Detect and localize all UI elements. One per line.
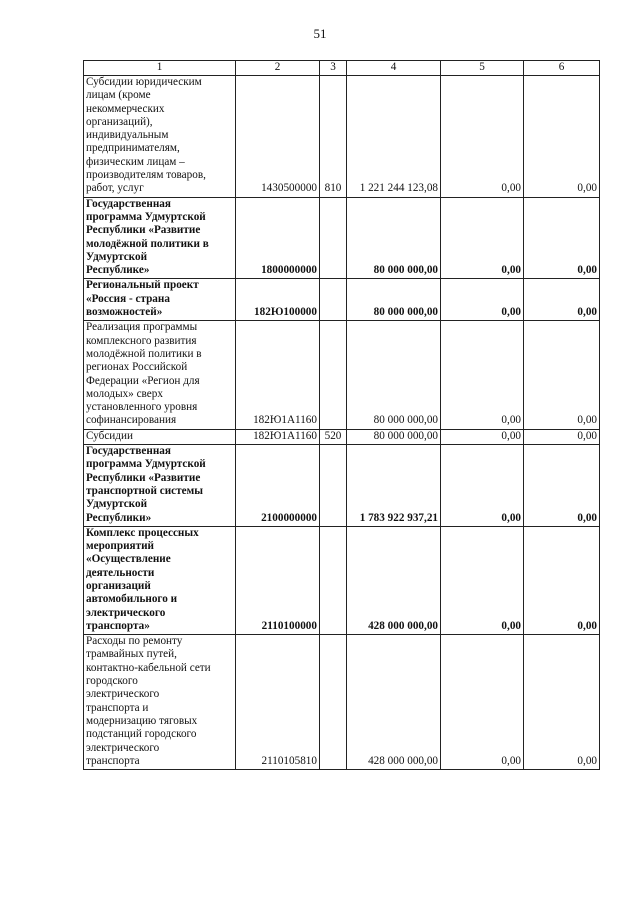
budget-table bbox=[83, 60, 600, 770]
amount-cell: 1 221 244 123,08 bbox=[347, 76, 441, 198]
target-code-cell: 182Ю1А1160 bbox=[236, 429, 320, 444]
header-col-1: 1 bbox=[84, 61, 236, 76]
col5-value-cell: 0,00 bbox=[441, 279, 524, 321]
col6-value-cell: 0,00 bbox=[524, 76, 600, 198]
amount-cell: 80 000 000,00 bbox=[347, 197, 441, 279]
expense-type-cell bbox=[320, 279, 347, 321]
col6-value-cell: 0,00 bbox=[524, 526, 600, 634]
row-name-text: Комплекс процессных мероприятий «Осуществление деятельности организаций автомобильного и электрического транспорта» bbox=[86, 526, 199, 632]
table-row bbox=[84, 445, 600, 527]
row-name-cell bbox=[84, 635, 236, 770]
row-name-text: Государственная программа Удмуртской Республики «Развитие молодёжной политики в Удмуртской Республике» bbox=[86, 197, 209, 277]
row-name-cell bbox=[84, 321, 236, 429]
table-row bbox=[84, 197, 600, 279]
expense-type-cell bbox=[320, 635, 347, 770]
target-code-cell: 2110100000 bbox=[236, 526, 320, 634]
table-body bbox=[84, 76, 600, 770]
amount-cell: 80 000 000,00 bbox=[347, 279, 441, 321]
col5-value-cell: 0,00 bbox=[441, 526, 524, 634]
header-col-4: 4 bbox=[347, 61, 441, 76]
target-code-cell: 182Ю1А1160 bbox=[236, 321, 320, 429]
expense-type-cell: 810 bbox=[320, 76, 347, 198]
col6-value-cell: 0,00 bbox=[524, 279, 600, 321]
col5-value-cell: 0,00 bbox=[441, 635, 524, 770]
row-name-cell bbox=[84, 445, 236, 527]
row-name-cell bbox=[84, 526, 236, 634]
col5-value-cell: 0,00 bbox=[441, 429, 524, 444]
col6-value-cell: 0,00 bbox=[524, 635, 600, 770]
row-name-cell bbox=[84, 197, 236, 279]
target-code-cell: 1430500000 bbox=[236, 76, 320, 198]
col6-value-cell: 0,00 bbox=[524, 445, 600, 527]
col5-value-cell: 0,00 bbox=[441, 197, 524, 279]
header-row bbox=[84, 61, 600, 76]
row-name-cell bbox=[84, 279, 236, 321]
amount-cell: 80 000 000,00 bbox=[347, 429, 441, 444]
target-code-cell: 2110105810 bbox=[236, 635, 320, 770]
table-row bbox=[84, 76, 600, 198]
row-name-cell bbox=[84, 429, 236, 444]
row-name-text: Реализация программы комплексного развития молодёжной политики в регионах Российской Федерации «Регион для молодых» сверх установленного уровня софинансирования bbox=[86, 321, 202, 427]
col5-value-cell: 0,00 bbox=[441, 445, 524, 527]
header-col-3: 3 bbox=[320, 61, 347, 76]
table-row bbox=[84, 321, 600, 429]
target-code-cell: 182Ю100000 bbox=[236, 279, 320, 321]
header-col-5: 5 bbox=[441, 61, 524, 76]
target-code-cell: 2100000000 bbox=[236, 445, 320, 527]
table-row bbox=[84, 526, 600, 634]
amount-cell: 80 000 000,00 bbox=[347, 321, 441, 429]
expense-type-cell bbox=[320, 526, 347, 634]
row-name-text: Субсидии юридическим лицам (кроме некоммерческих организаций), индивидуальным предпринимателям, физическим лицам – производителям товаров, работ, услуг bbox=[86, 76, 206, 195]
header-col-2: 2 bbox=[236, 61, 320, 76]
expense-type-cell bbox=[320, 445, 347, 527]
col6-value-cell: 0,00 bbox=[524, 197, 600, 279]
table-row bbox=[84, 429, 600, 444]
expense-type-cell: 520 bbox=[320, 429, 347, 444]
header-col-6: 6 bbox=[524, 61, 600, 76]
amount-cell: 428 000 000,00 bbox=[347, 635, 441, 770]
amount-cell: 428 000 000,00 bbox=[347, 526, 441, 634]
row-name-text: Субсидии bbox=[86, 429, 133, 442]
table-row bbox=[84, 635, 600, 770]
col5-value-cell: 0,00 bbox=[441, 76, 524, 198]
col6-value-cell: 0,00 bbox=[524, 429, 600, 444]
row-name-text: Расходы по ремонту трамвайных путей, контактно-кабельной сети городского электрического транспорта и модернизацию тяговых подстанций городского электрического транспорта bbox=[86, 635, 211, 767]
col6-value-cell: 0,00 bbox=[524, 321, 600, 429]
row-name-text: Региональный проект «Россия - страна возможностей» bbox=[86, 279, 199, 319]
page-number: 51 bbox=[313, 26, 327, 41]
expense-type-cell bbox=[320, 321, 347, 429]
amount-cell: 1 783 922 937,21 bbox=[347, 445, 441, 527]
row-name-cell bbox=[84, 76, 236, 198]
row-name-text: Государственная программа Удмуртской Республики «Развитие транспортной системы Удмуртской Республики» bbox=[86, 445, 206, 524]
expense-type-cell bbox=[320, 197, 347, 279]
target-code-cell: 1800000000 bbox=[236, 197, 320, 279]
col5-value-cell: 0,00 bbox=[441, 321, 524, 429]
table-row bbox=[84, 279, 600, 321]
